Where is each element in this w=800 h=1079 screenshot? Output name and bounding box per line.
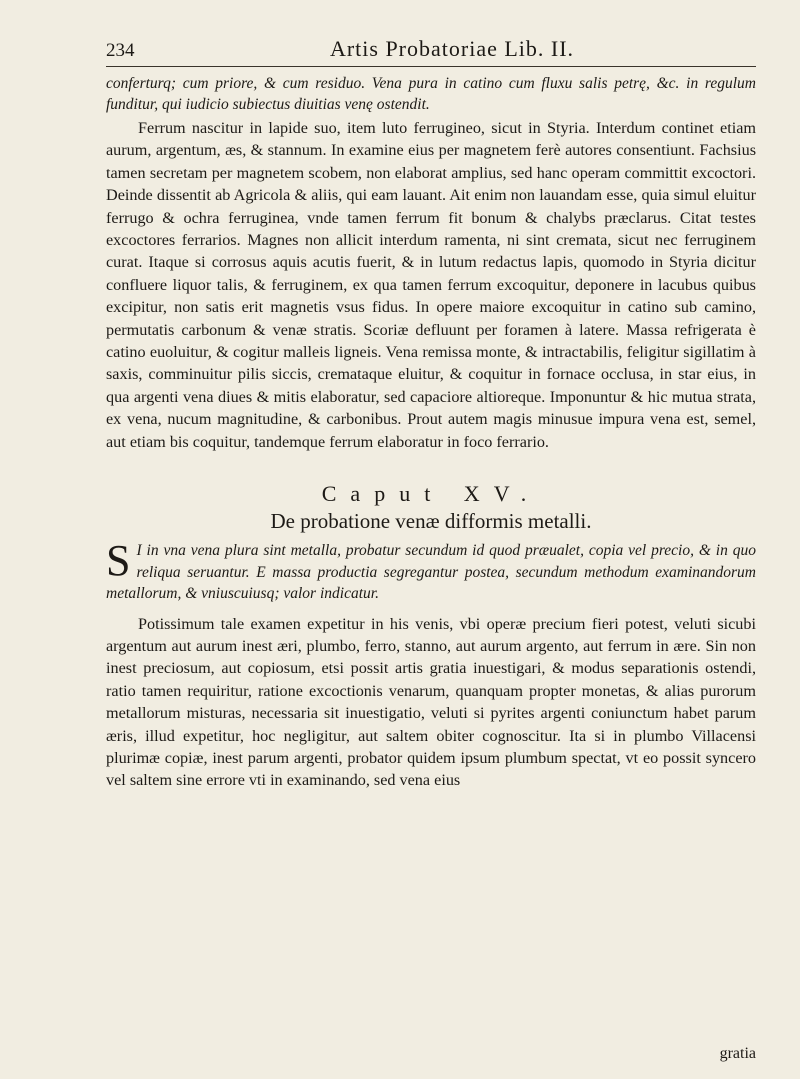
drop-cap-initial: S — [106, 536, 131, 586]
chapter-summary-text: I in vna vena plura sint metalla, probatur secundum id quod præualet, copia vel precio, & in quo reliqua seruantur. E massa productia segregantur postea, secundum methodum examinandorum metallorum, & vniuscuiusq; valor indicatur. — [106, 542, 756, 603]
page-header — [106, 36, 756, 67]
chapter-summary — [106, 536, 756, 605]
catchword: gratia — [719, 1045, 756, 1062]
intro-summary: conferturq; cum priore, & cum residuo. Vena pura in catino cum fluxu salis petrę, &c. in regulum funditur, qui iudicio subiectus diuitias venę ostendit. — [106, 75, 756, 113]
paragraph-mixed-ore: Potissimum tale examen expetitur in his venis, vbi operæ precium fieri potest, veluti sicubi argentum aut aurum inest æri, plumbo, ferro, stanno, aut aurum argento, aut ferrum in ære. Sin non inest preciosum, aut copiosum, etsi possit artis gratia inuestigari, & modus separationis ostendi, ratio tamen requiritur, ratione excoctionis venarum, quanquam propter monetas, & alias purorum metallorum misturas, necessaria sit inuestigatio, veluti si pyrites argenti coniunctum habet parum æris, illud expetitur, hoc negligitur, aut saltem obiter cognoscitur. Ita si in plumbo Villacensi plurimæ copiæ, inest parum argenti, probator quidem ipsum plumbum spectat, vt eo possit syncero vel saltem sine errore vti in examinando, sed vena eius — [106, 614, 756, 790]
chapter-subtitle: De probatione venæ difformis metalli. — [270, 509, 592, 534]
chapter-title: Caput XV. — [321, 481, 541, 507]
paragraph-iron-ore: Ferrum nascitur in lapide suo, item luto ferrugineo, sicut in Styria. Interdum continet etiam aurum, argentum, æs, & stannum. In examine eius per magnetem ferè autores consentiunt. Fachsius tamen secretam per magnetem scobem, non elaborat amplius, sed hanc operam committit excoctori. Deinde dissentit ab Agricola & aliis, qui eam lauant. Ait enim non lauandam esse, quia simul eluitur ferrugo & ochra ferruginea, vnde tamen ferrum fit bonum & chalybs præclarus. Citat testes excoctores ferrarios. Magnes non allicit interdum ramenta, ni sint cremata, sicut nec ferruginem curat. Itaque si corrosus aquis acutis fuerit, & in lutum redactus lapis, quomodo in Styria dicitur confluere liquor talis, & ferruginem, ex qua tamen ferrum excoquitur, deponere in lacubus quibus excipitur, non satis erit magnetis vsus fidus. In opere maiore excoquitur in catino sub camino, permutatis carbonum & venæ stratis. Scoriæ defluunt per foramen à latere. Massa refrigerata è catino euoluitur, & cogitur malleis ligneis. Vena remissa monte, & intractabilis, feligitur sigillatim à saxis, comminuitur pilis siccis, cremataque eluitur, & coquitur in fornace occlusa, in star eius, in qua argenti vena diues & mitis elaboratur, sed capaciore altioreque. Imponuntur & hic mutua strata, ex vena, nucum magnitudine, & carbonibus. Prout autem magis minusue impura vena est, semel, aut etiam bis coquitur, tandemque ferrum elaboratur in foco ferrario. — [106, 119, 756, 451]
page-number: 234 — [106, 40, 135, 61]
running-head: Artis Probatoriae Lib. II. — [329, 36, 575, 61]
